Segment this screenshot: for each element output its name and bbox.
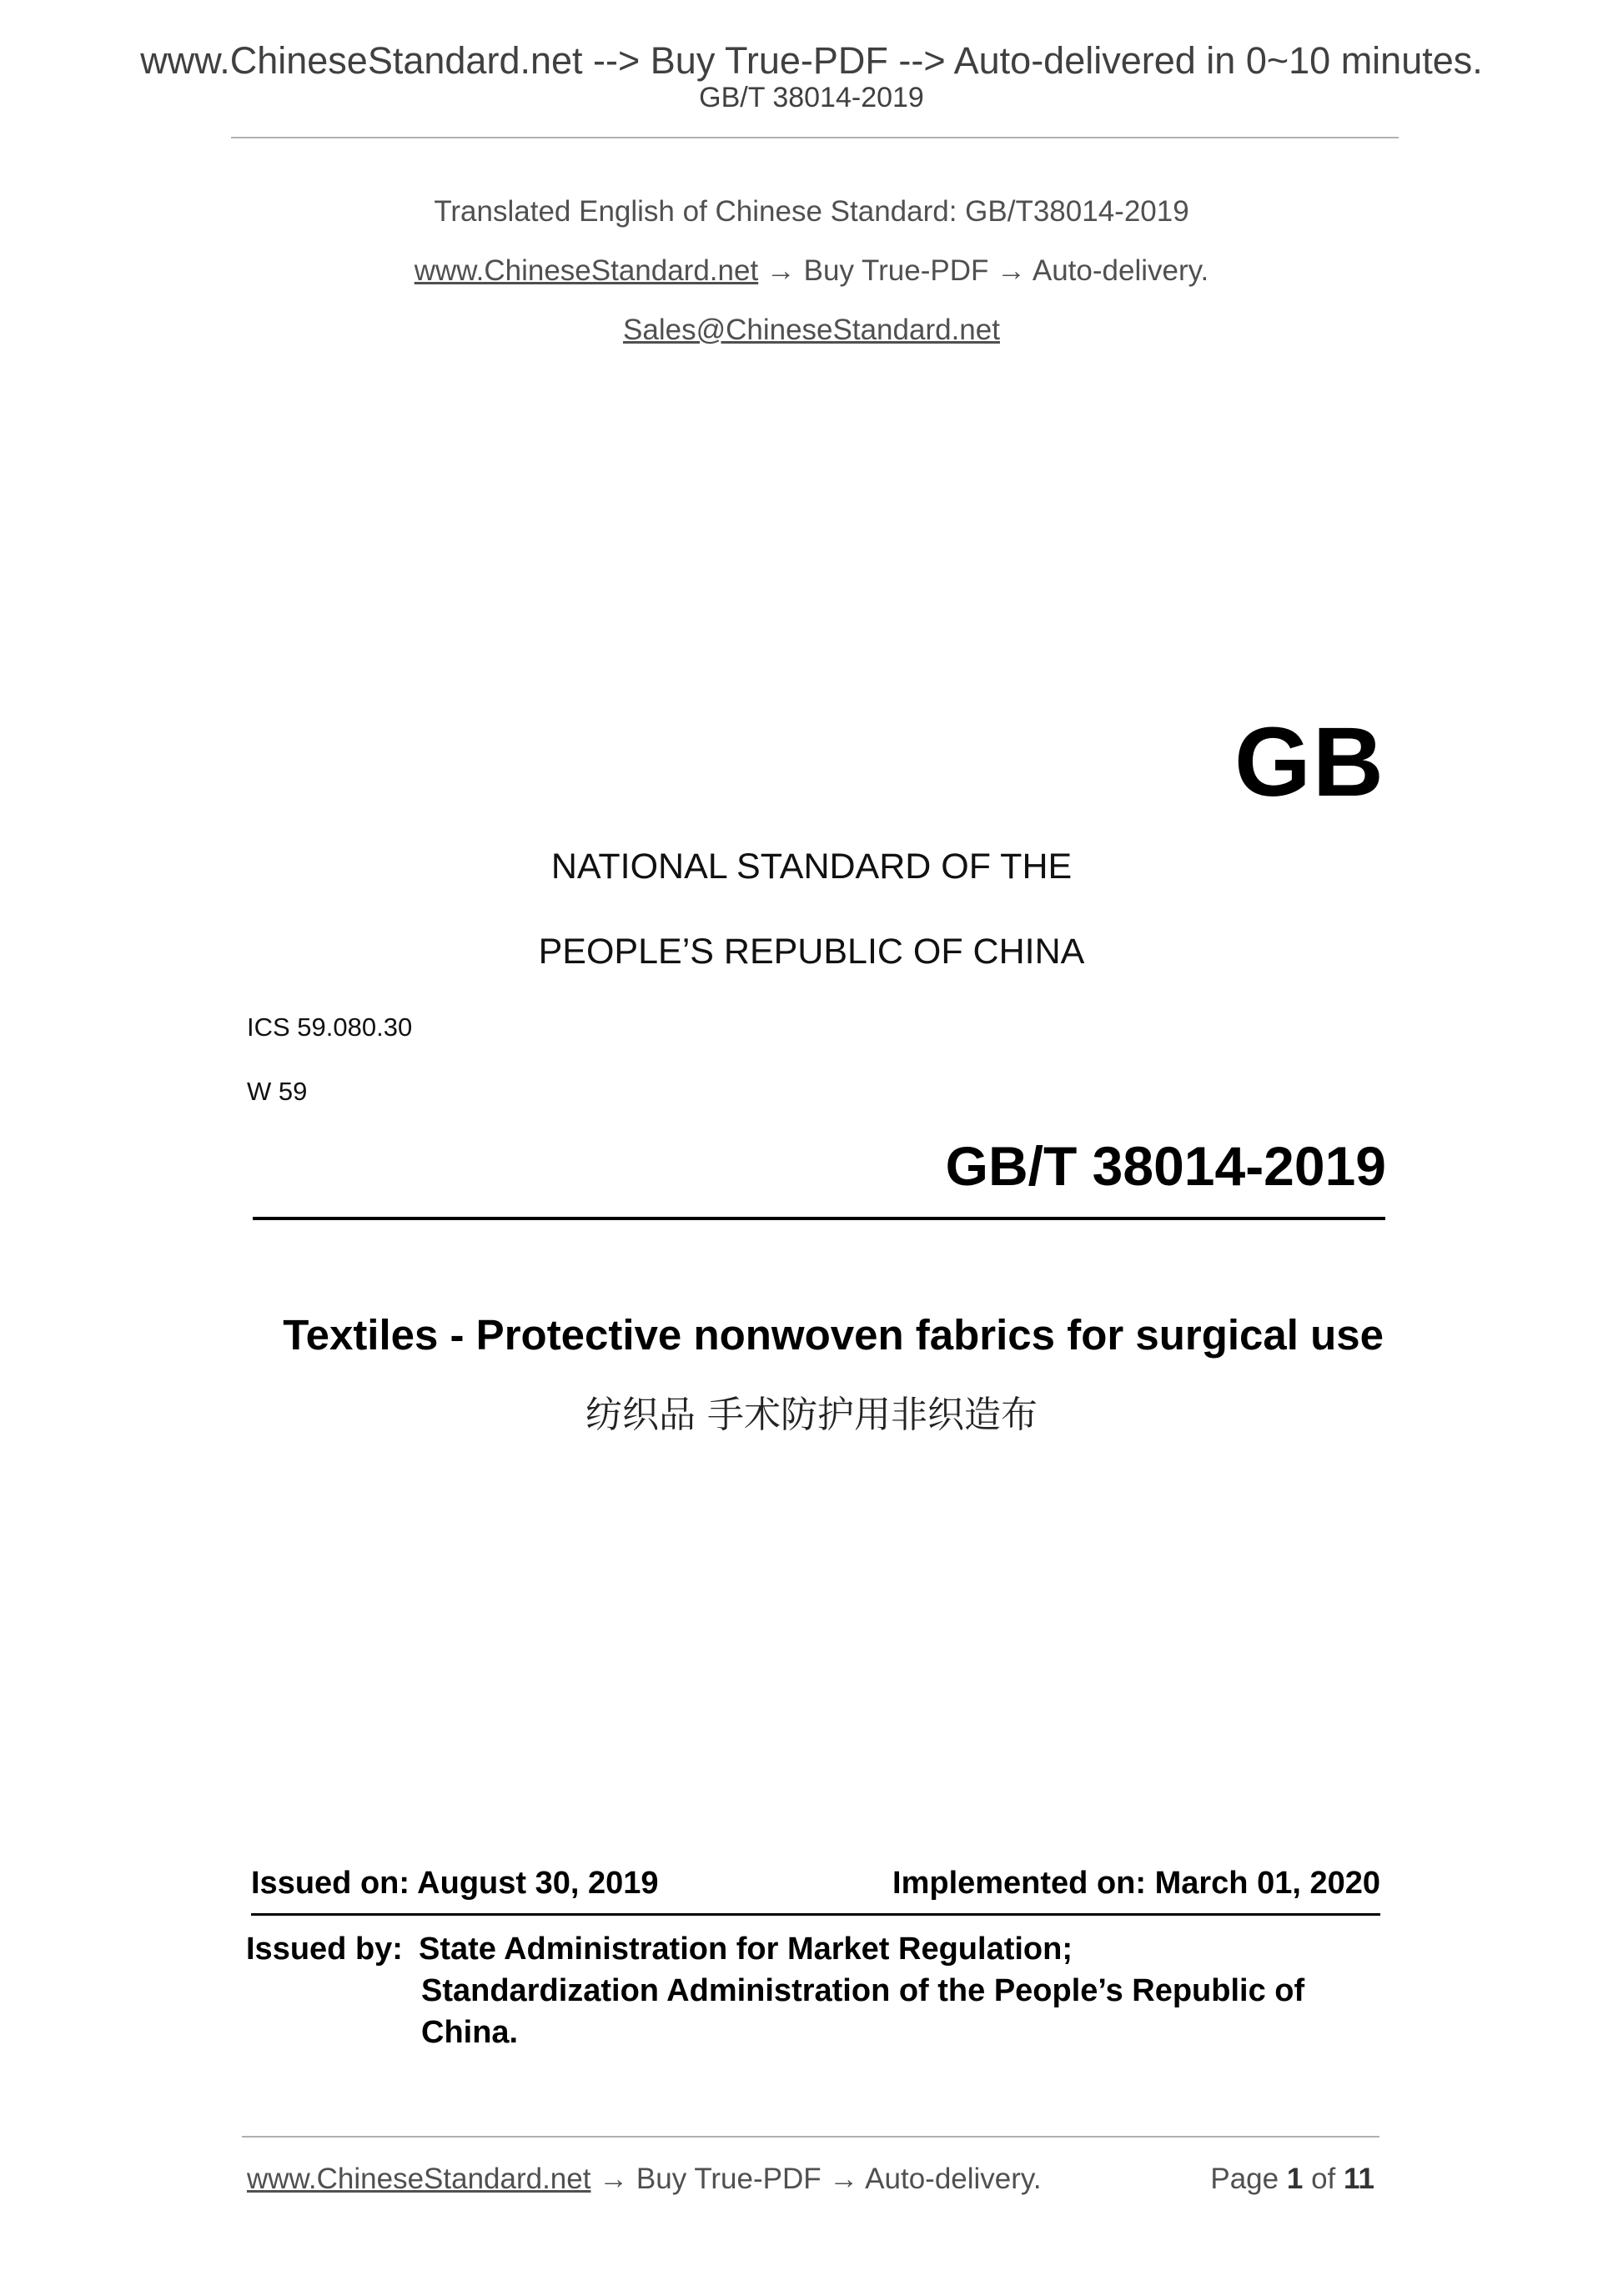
standard-number: GB/T 38014-2019 [945, 1135, 1386, 1197]
national-standard-line-1: NATIONAL STANDARD OF THE [550, 847, 1073, 887]
issued-by-label: Issued by: [246, 1932, 403, 1967]
title-chinese: 纺织品 手术防护用非织造布 [585, 1394, 1038, 1436]
gb-mark: GB [1234, 707, 1385, 817]
footer-site-link[interactable]: www.ChineseStandard.net [247, 2163, 591, 2195]
issued-on: Issued on: August 30, 2019 [251, 1866, 659, 1901]
national-standard-line-2: PEOPLE’S REPUBLIC OF CHINA [538, 932, 1085, 972]
page-total: 11 [1344, 2163, 1374, 2195]
page-current: 1 [1286, 2163, 1304, 2195]
header-doc-number: GB/T 38014-2019 [699, 82, 924, 113]
intro-delivery-line [0, 256, 1623, 285]
translated-line: Translated English of Chinese Standard: GB/T38014-2019 [434, 195, 1189, 228]
title-english: Textiles - Protective nonwoven fabrics for surgical use [283, 1311, 1384, 1359]
top-banner: www.ChineseStandard.net --> Buy True-PDF --> Auto-delivered in 0~10 minutes. [140, 39, 1483, 82]
footer-divider [242, 2136, 1379, 2138]
ccs-code: W 59 [247, 1077, 308, 1106]
intro-delivery-text: → Buy True-PDF → Auto-delivery. [758, 254, 1209, 287]
page-indicator [1210, 2164, 1374, 2193]
page-label: Page [1210, 2163, 1279, 2195]
header-divider [231, 137, 1399, 138]
footer-delivery-line [247, 2164, 1042, 2193]
implemented-on: Implemented on: March 01, 2020 [892, 1866, 1380, 1901]
ics-code: ICS 59.080.30 [247, 1012, 413, 1042]
intro-email-line [0, 315, 1623, 344]
page-of: of [1311, 2163, 1336, 2195]
standard-number-divider [253, 1217, 1385, 1220]
footer-delivery-text: → Buy True-PDF → Auto-delivery. [590, 2163, 1042, 2195]
issue-divider [251, 1913, 1380, 1916]
issuer-line-1: State Administration for Market Regulation; [419, 1932, 1073, 1967]
sales-email-link[interactable]: Sales@ChineseStandard.net [623, 314, 1000, 346]
issuer-line-3: China. [421, 2015, 519, 2050]
intro-site-link[interactable]: www.ChineseStandard.net [414, 254, 759, 287]
issuer-line-2: Standardization Administration of the People’s Republic of [421, 1973, 1305, 2008]
